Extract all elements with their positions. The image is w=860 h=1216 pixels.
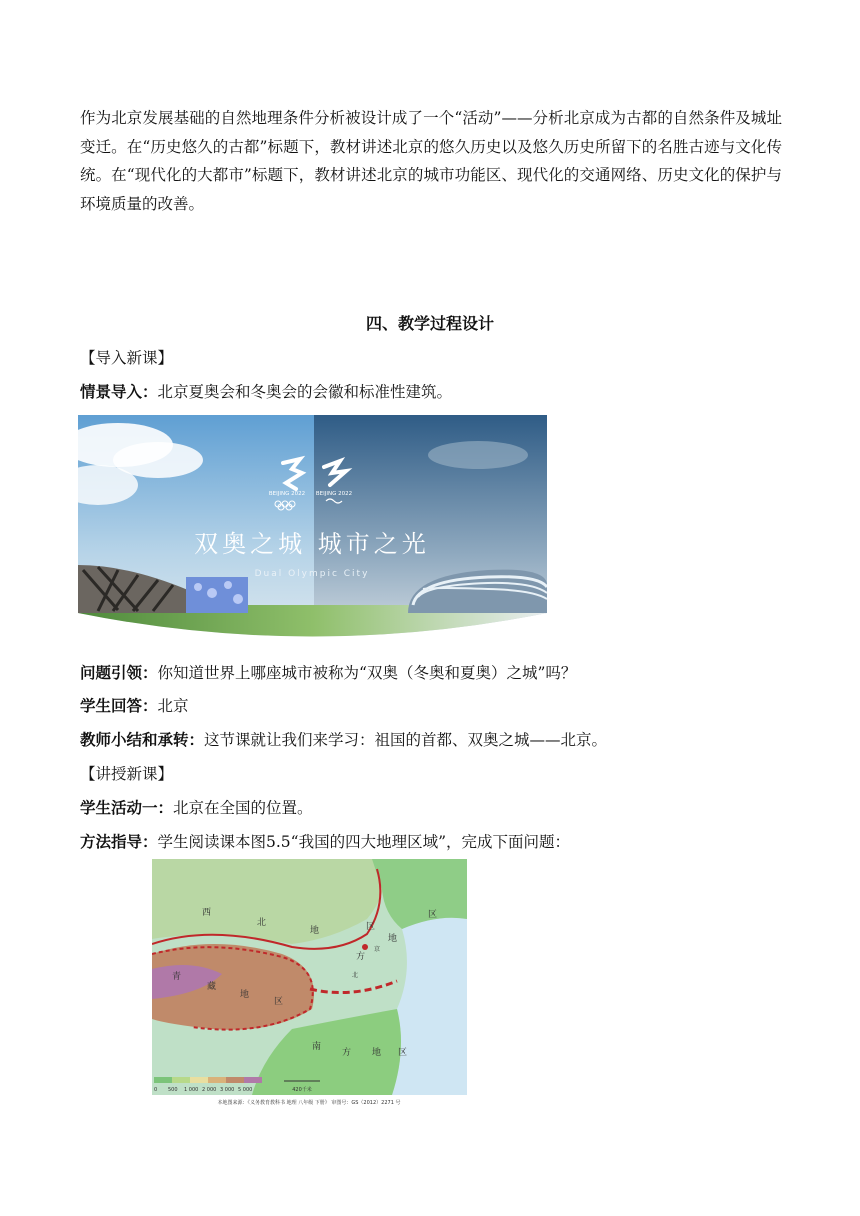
question-lead	[80, 661, 576, 683]
beijing-marker-icon	[362, 944, 368, 950]
map-label-1: 北	[257, 918, 267, 928]
question-lead-label: 问题引领：	[80, 664, 158, 682]
map-label-13: 地	[372, 1048, 382, 1058]
scene-intro-text: 北京夏奥会和冬奥会的会徽和标准性建筑。	[157, 383, 453, 401]
legend-value-5: 5 000	[238, 1087, 253, 1093]
scene-intro-label: 情景导入：	[80, 383, 158, 401]
china-regions-map	[152, 859, 467, 1107]
legend-value-1: 500	[168, 1087, 178, 1093]
method-guide-label: 方法指导：	[80, 833, 158, 851]
scale-text: 420千米	[292, 1087, 312, 1093]
banner-subtitle: Dual Olympic City	[254, 569, 370, 579]
student-answer-text: 北京	[157, 697, 189, 715]
map-label-8: 藏	[207, 982, 217, 992]
map-label-5: 方	[356, 952, 366, 962]
intro-paragraph: 作为北京发展基础的自然地理条件分析被设计成了一个“活动”——分析北京成为古都的自然条件及城址变迁。在“历史悠久的古都”标题下，教材讲述北京的悠久历史以及悠久历史所留下的名胜古迹与文化传统。在“现代化的大都市”标题下，教材讲述北京的城市功能区、现代化的交通网络、历史文化的保护与环境质量的改善。	[80, 109, 782, 213]
map-source-note: 本地图来源：《义务教育教科书 地理 八年级 下册》 审图号：GS（2012）2271 号	[217, 1100, 401, 1106]
map-label-9: 地	[240, 990, 250, 1000]
scene-intro	[80, 380, 452, 402]
map-label-14: 区	[398, 1048, 408, 1058]
map-label-12: 方	[342, 1048, 352, 1058]
activity-one	[80, 796, 313, 818]
student-answer-label: 学生回答：	[80, 697, 158, 715]
legend-value-0: 0	[154, 1087, 158, 1093]
emblem-right-caption: BEIJING 2022	[315, 491, 353, 497]
map-label-4: 区	[428, 910, 438, 920]
teacher-summary-text: 这节课就让我们来学习：祖国的首都、双奥之城——北京。	[204, 731, 608, 749]
emblem-left-caption: BEIJING 2022	[268, 491, 306, 497]
teacher-summary-label: 教师小结和承转：	[80, 731, 205, 749]
method-guide	[80, 830, 570, 852]
legend-value-3: 2 000	[202, 1087, 217, 1093]
map-label-6: 地	[388, 934, 398, 944]
legend-value-4: 3 000	[220, 1087, 235, 1093]
activity-one-text: 北京在全国的位置。	[173, 799, 313, 817]
new-lesson-tag: 【讲授新课】	[80, 765, 174, 783]
map-label-0: 西	[202, 908, 212, 918]
method-guide-text: 学生阅读课本图5.5“我国的四大地理区域”，完成下面问题：	[157, 833, 571, 851]
legend-value-2: 1 000	[184, 1087, 199, 1093]
section-heading: 四、教学过程设计	[365, 314, 494, 333]
map-label-15: 北	[352, 972, 359, 979]
olympic-banner-image	[78, 415, 547, 646]
student-answer	[80, 694, 189, 716]
question-lead-text: 你知道世界上哪座城市被称为“双奥（冬奥和夏奥）之城”吗？	[157, 664, 577, 682]
teacher-summary	[80, 728, 607, 750]
activity-one-label: 学生活动一：	[80, 799, 174, 817]
map-label-16: 京	[374, 946, 381, 953]
map-label-2: 地	[310, 926, 320, 936]
map-label-7: 青	[172, 972, 182, 982]
lead-in-tag: 【导入新课】	[80, 349, 174, 367]
map-label-10: 区	[274, 997, 284, 1007]
map-label-11: 南	[312, 1042, 322, 1052]
map-label-3: 区	[366, 922, 376, 932]
banner-slogan: 双奥之城 城市之光	[194, 530, 430, 558]
